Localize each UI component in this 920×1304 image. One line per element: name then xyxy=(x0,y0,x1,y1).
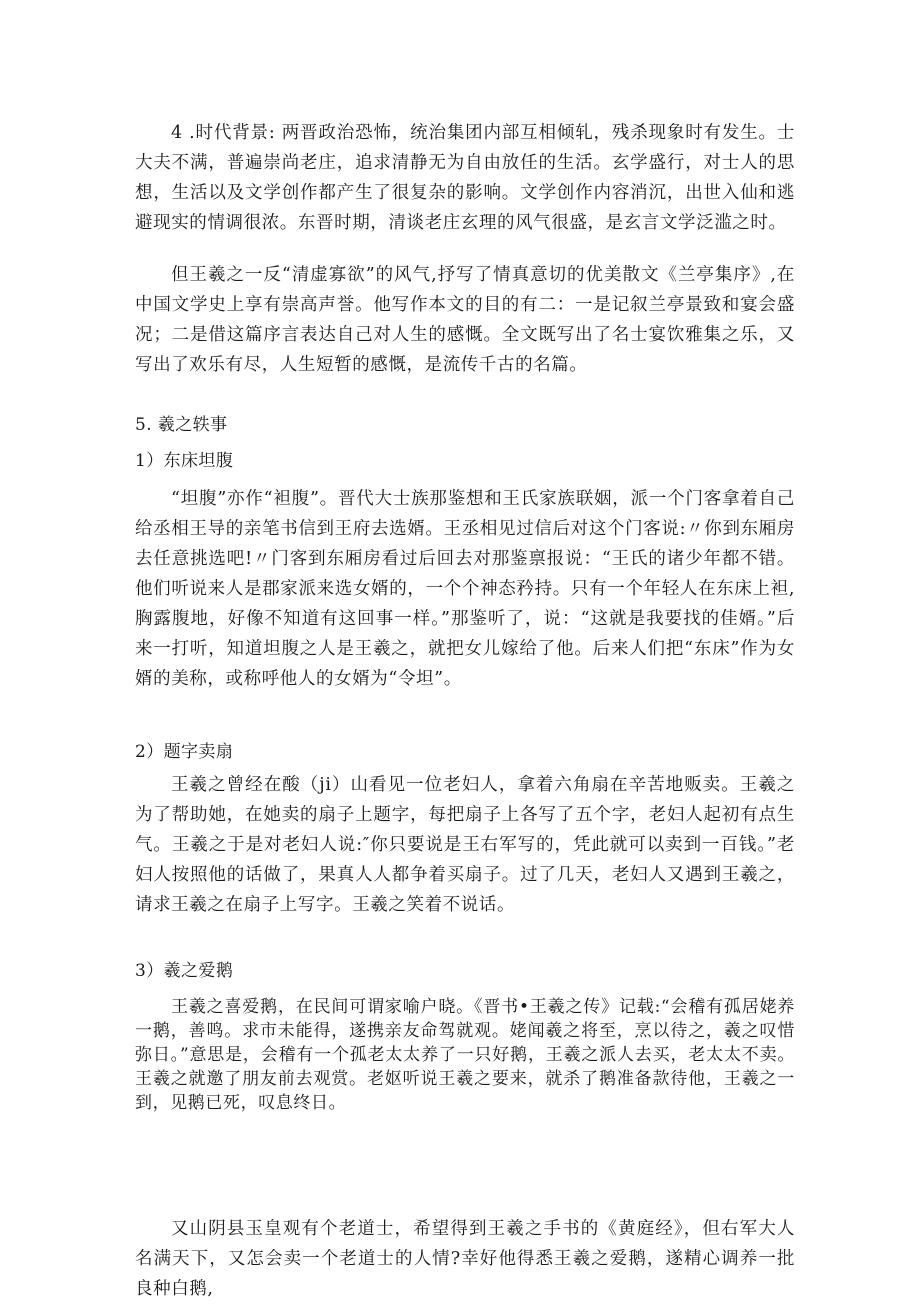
story3-text1: 王羲之喜爱鹅，在民间可谓家喻户晓。《晋书•王羲之传》记载:“会稽有孤居姥养一鹅，善鸣。求市未能得，遂携亲友命驾就观。姥闻羲之将至，烹以待之，羲之叹惜弥日。”意思是，会稽有一个孤老太太养了一只好鹅，王羲之派人去买，老太太不卖。王羲之就邀了朋友前去观赏。老妪听说王羲之要来，就杀了鹅准备款待他，王羲之一到，见鹅已死，叹息终日。 xyxy=(135,997,795,1113)
story3-text2: 又山阴县玉皇观有个老道士，希望得到王羲之手书的《黄庭经》，但右军大人名满天下，又怎会卖一个老道士的人情?幸好他得悉王羲之爱鹅，遂精心调养一批良种白鹅, xyxy=(135,1219,795,1299)
section-title: 5. 羲之轶事 xyxy=(135,415,228,435)
story1-heading: 1）东床坦腹 xyxy=(135,451,234,471)
background-paragraph: 4 .时代背景: 两晋政治恐怖，统治集团内部互相倾轧，残杀现象时有发生。士大夫不满，普遍崇尚老庄，追求清静无为自由放任的生活。玄学盛行，对士人的思想，生活以及文学创作都产生了很复杂的影响。文学创作内容消沉，出世入仙和逃避现实的情调很浓。东晋时期，清谈老庄玄理的风气很盛，是玄言文学泛滥之时。 xyxy=(135,123,795,233)
story1-text: “坦腹”亦作“袒腹”。晋代大士族那鉴想和王氏家族联姻，派一个门客拿着自己给丞相王导的亲笔书信到王府去选婿。王丞相见过信后对这个门客说:〃你到东厢房去任意挑选吧!〃门客到东厢房看过后回去对那鉴禀报说：“王氏的诸少年都不错。他们听说来人是郡家派来选女婿的，一个个神态矜持。只有一个年轻人在东床上袒,胸露腹地，好像不知道有这回事一样。”那鉴听了，说：“这就是我要找的佳婿。”后来一打听，知道坦腹之人是王羲之，就把女儿嫁给了他。后来人们把“东床”作为女婿的美称，或称呼他人的女婿为“令坦”。 xyxy=(135,489,795,689)
wang-xizhi-paragraph: 但王羲之一反“清虚寡欲”的风气,抒写了情真意切的优美散文《兰亭集序》,在中国文学史上享有崇高声誉。他写作本文的目的有二：一是记叙兰亭景致和宴会盛况；二是借这篇序言表达自己对人生的感慨。全文既写出了名士宴饮雅集之乐，又写出了欢乐有尽，人生短暂的感慨，是流传千古的名篇。 xyxy=(135,265,795,375)
story2-heading: 2）题字卖扇 xyxy=(135,742,234,762)
story3-heading: 3）羲之爱鹅 xyxy=(135,961,234,981)
story2-text: 王羲之曾经在酸（ji）山看见一位老妇人，拿着六角扇在辛苦地贩卖。王羲之为了帮助她，在她卖的扇子上题字，每把扇子上各写了五个字，老妇人起初有点生气。王羲之于是对老妇人说:″你只要说是王右军写的，凭此就可以卖到一百钱。”老妇人按照他的话做了，果真人人都争着买扇子。过了几天，老妇人又遇到王羲之，请求王羲之在扇子上写字。王羲之笑着不说话。 xyxy=(135,775,795,915)
